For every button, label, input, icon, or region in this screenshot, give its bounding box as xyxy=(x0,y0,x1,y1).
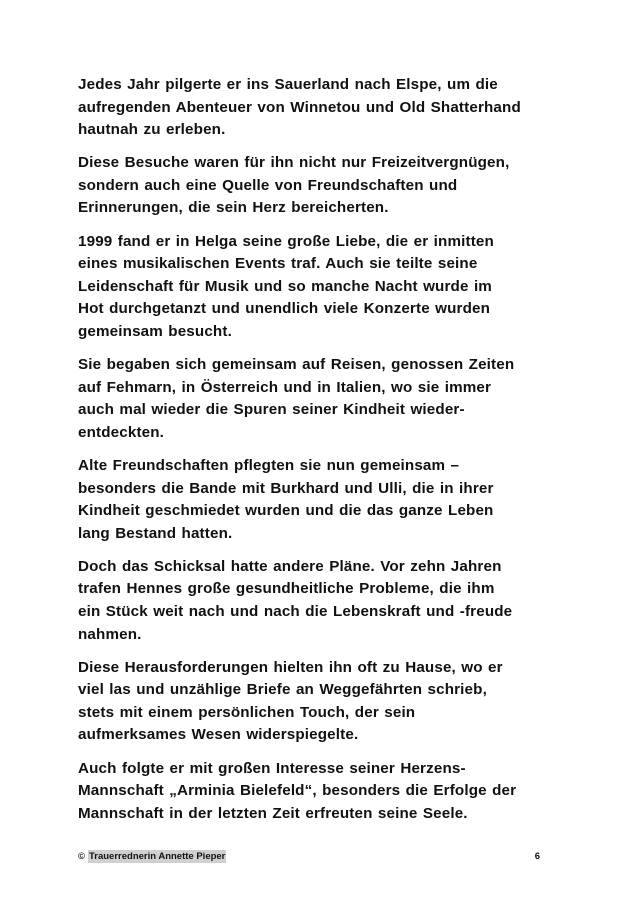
document-body xyxy=(78,74,568,836)
paragraph-fate xyxy=(78,556,568,646)
text-line: Diese Besuche waren für ihn nicht nur Freizeitvergnügen, xyxy=(78,154,510,172)
text-line: Leidenschaft für Musik und so manche Nacht wurde im xyxy=(78,277,492,295)
text-line: Kindheit geschmiedet wurden und die das ganze Leben xyxy=(78,502,494,520)
paragraph-letters xyxy=(78,657,568,747)
text-line: entdeckten. xyxy=(78,423,165,441)
paragraph-elspe xyxy=(78,74,568,142)
text-line: stets mit einem persönlichen Touch, der sein xyxy=(78,703,416,721)
page-footer xyxy=(78,851,540,865)
text-line: Hot durchgetanzt und unendlich viele Konzerte wurden xyxy=(78,300,491,318)
text-line: viel las und unzählige Briefe an Weggefährten schrieb, xyxy=(78,681,487,699)
text-line: Jedes Jahr pilgerte er ins Sauerland nach Elspe, um die xyxy=(78,76,498,93)
text-line: eines musikalischen Events traf. Auch sie teilte seine xyxy=(78,255,478,273)
text-line: Mannschaft in der letzten Zeit erfreuten seine Seele. xyxy=(78,804,468,822)
text-line: Alte Freundschaften pflegten sie nun gemeinsam – xyxy=(78,456,460,474)
text-line: lang Bestand hatten. xyxy=(78,524,233,542)
copyright-symbol: © xyxy=(78,851,85,862)
text-line: gemeinsam besucht. xyxy=(78,322,232,340)
text-line: nahmen. xyxy=(78,625,142,643)
paragraph-travels xyxy=(78,354,568,444)
paragraph-friendships xyxy=(78,455,568,545)
text-line: aufmerksames Wesen widerspiegelte. xyxy=(78,726,359,744)
paragraph-visits xyxy=(78,152,568,220)
text-line: besonders die Bande mit Burkhard und Ulli, die in ihrer xyxy=(78,479,494,497)
text-line: aufregenden Abenteuer von Winnetou und Old Shatterhand xyxy=(78,98,521,116)
text-line: Mannschaft „Arminia Bielefeld“, besonders die Erfolge der xyxy=(78,782,517,800)
paragraph-helga xyxy=(78,231,568,344)
text-line: sondern auch eine Quelle von Freundschaften und xyxy=(78,176,458,194)
text-line: Auch folgte er mit großen Interesse seiner Herzens- xyxy=(78,759,466,777)
paragraph-arminia xyxy=(78,758,568,826)
text-line: 1999 fand er in Helga seine große Liebe, die er inmitten xyxy=(78,232,494,250)
page-number: 6 xyxy=(534,851,540,862)
text-line: Sie begaben sich gemeinsam auf Reisen, genossen Zeiten xyxy=(78,356,515,374)
text-line: trafen Hennes große gesundheitliche Probleme, die ihm xyxy=(78,580,495,598)
text-line: Diese Herausforderungen hielten ihn oft zu Hause, wo er xyxy=(78,658,503,676)
text-line: Doch das Schicksal hatte andere Pläne. Vor zehn Jahren xyxy=(78,557,502,575)
text-line: hautnah zu erleben. xyxy=(78,121,226,139)
text-line: auf Fehmarn, in Österreich und in Italien, wo sie immer xyxy=(78,378,492,396)
text-line: Erinnerungen, die sein Herz bereicherten. xyxy=(78,199,389,217)
footer-author: Trauerrednerin Annette Pieper xyxy=(89,851,226,862)
text-line: ein Stück weit nach und nach die Lebenskraft und -freude xyxy=(78,602,513,620)
text-line: auch mal wieder die Spuren seiner Kindheit wieder- xyxy=(78,401,465,419)
